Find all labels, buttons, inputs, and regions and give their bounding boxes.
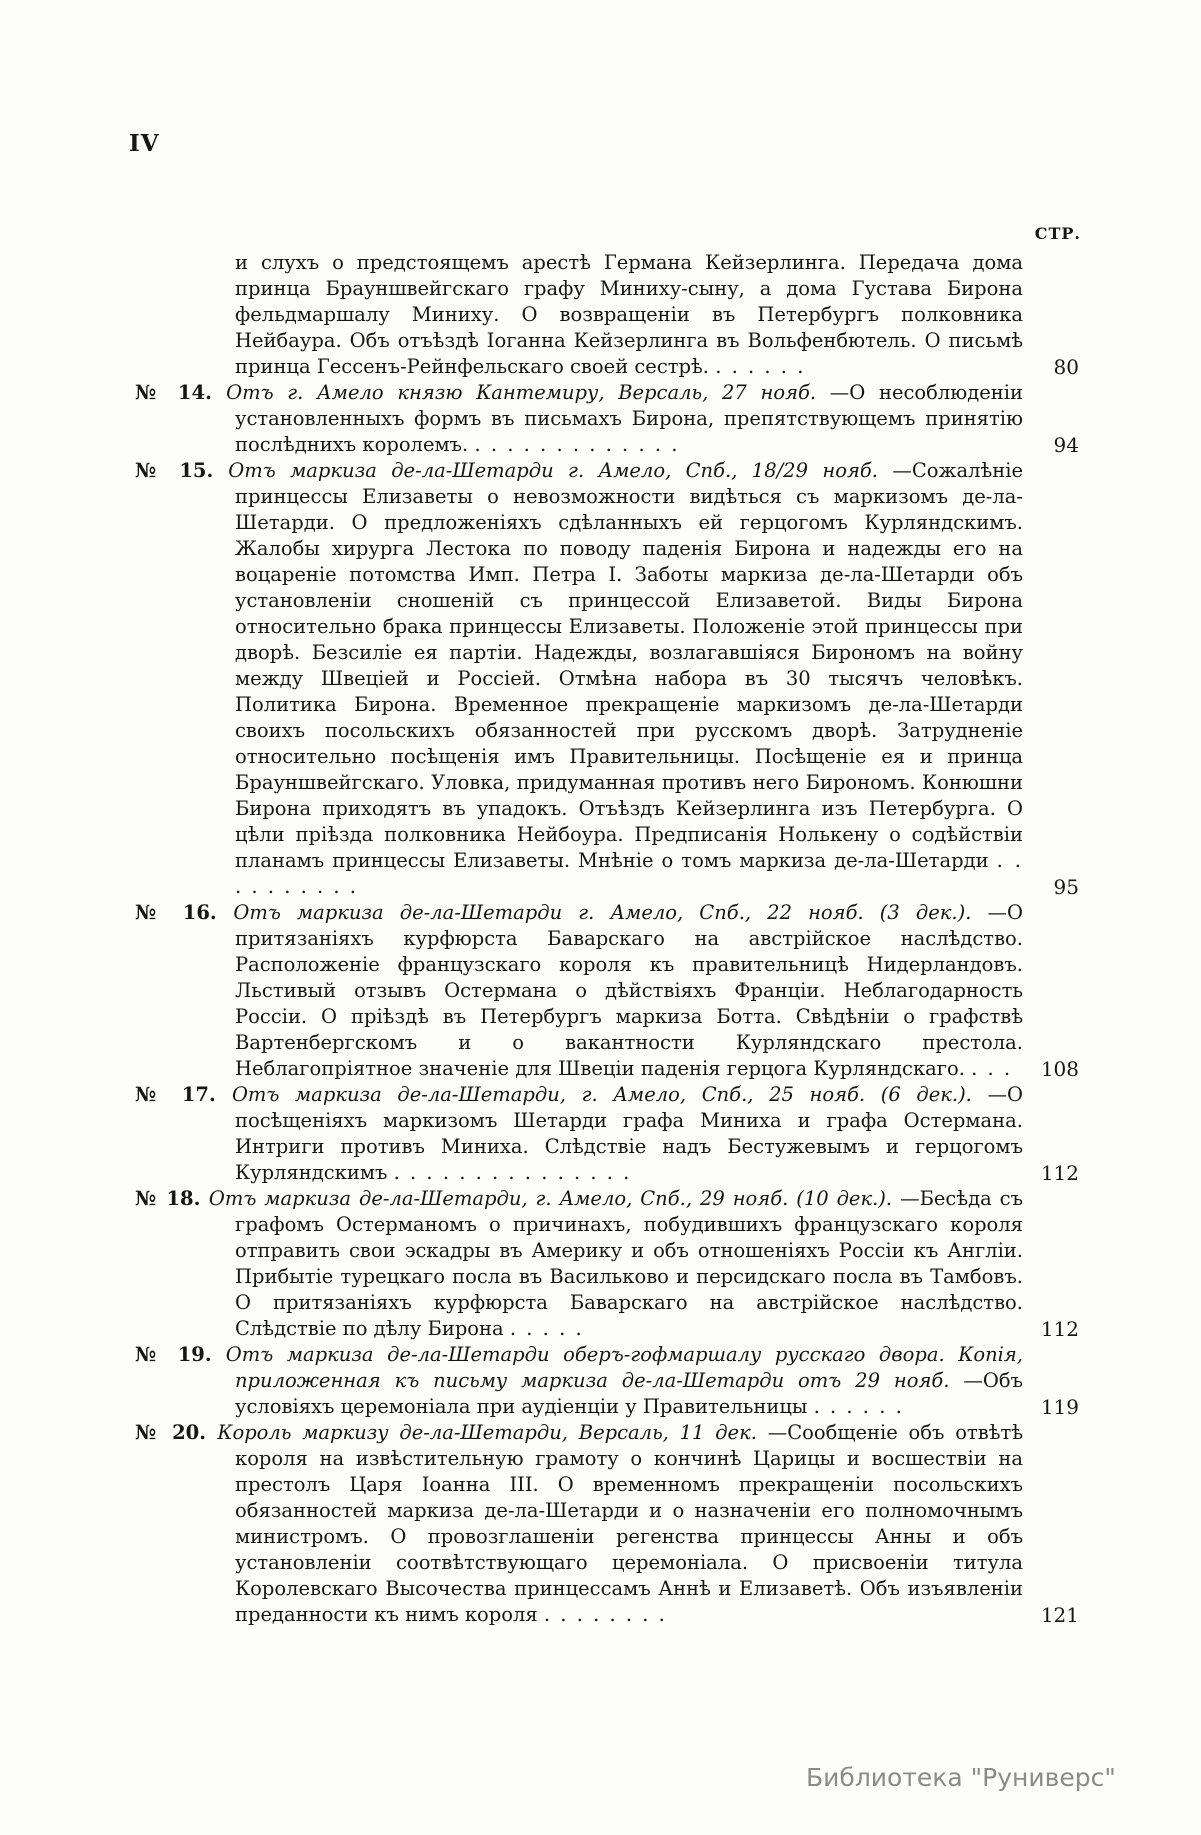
dot-leader: . . . . . . . . . . . . . bbox=[474, 433, 680, 456]
entry-page-number: 112 bbox=[1040, 1317, 1079, 1341]
entry-heading: Отъ маркиза де-ла-Шетарди, г. Амело, Спб., 29 нояб. (10 дек.). bbox=[208, 1187, 893, 1210]
toc-entry bbox=[135, 1082, 1081, 1186]
dot-leader: . . . . . bbox=[509, 1317, 584, 1340]
toc-entry bbox=[135, 458, 1081, 900]
entry-heading: Отъ маркиза де-ла-Шетарди оберъ-гофмаршалу русскаго двора. Копія, приложенная къ письму маркиза де-ла-Шетарди отъ 29 нояб. bbox=[225, 1343, 1023, 1392]
entry-heading: Отъ маркиза де-ла-Шетарди г. Амело, Спб., 18/29 нояб. bbox=[228, 459, 878, 482]
entry-page-number: 119 bbox=[1040, 1395, 1079, 1419]
entry-body: —Сожалѣніе принцессы Елизаветы о невозможности видѣться съ маркизомъ де-ла-Шетарди. О предложеніяхъ сдѣланныхъ ей герцогомъ Курляндскимъ. Жалобы хирурга Лестока по поводу паденія Бирона и надежды его на воцареніе потомства Имп. Петра I. Заботы маркиза де-ла-Шетарди объ установленіи сношеній съ принцессой Елизаветой. Виды Бирона относительно брака принцессы Елизаветы. Положеніе этой принцессы при дворѣ. Безсиліе ея партіи. Надежды, возлагавшіяся Бирономъ на войну между Швеціей и Россіей. Отмѣна набора въ 30 тысячъ человѣкъ. Политика Бирона. Временное прекращеніе маркизомъ де-ла-Шетарди своихъ посольскихъ обязанностей при русскомъ дворѣ. Затрудненіе относительно посѣщенія имъ Правительницы. Посѣщеніе ея и принца Брауншвейгскаго. Уловка, придуманная противъ него Бирономъ. Конюшни Бирона приходятъ въ упадокъ. Отъѣздъ Кейзерлинга изъ Петербурга. О цѣли пріѣзда полковника Нейбоура. Предписанія Нолькену о содѣйствіи планамъ принцессы Елизаветы. Мнѣніе о томъ маркиза де-ла-Шетарди bbox=[235, 459, 1024, 872]
entry-body: —О несоблюденіи установленныхъ формъ въ письмахъ Бирона, препятствующемъ принятію послѣднихъ королемъ. bbox=[235, 381, 1024, 456]
entry-page-number: 108 bbox=[1040, 1057, 1079, 1081]
entry-number: № 20. bbox=[135, 1421, 218, 1444]
entry-page-number: 112 bbox=[1040, 1161, 1079, 1185]
entry-number: № 15. bbox=[135, 459, 229, 482]
entry-heading: Отъ маркиза де-ла-Шетарди г. Амело, Спб., 22 нояб. (3 дек.). bbox=[233, 901, 972, 924]
dot-leader: . . . . . . . . . . . . . . . bbox=[393, 1161, 632, 1184]
entry-heading: Король маркизу де-ла-Шетарди, Версаль, 11 дек. bbox=[217, 1421, 757, 1444]
toc-entry bbox=[135, 900, 1081, 1082]
toc-entry bbox=[135, 1186, 1081, 1342]
entry-text bbox=[135, 380, 1023, 458]
entry-body: —Бесѣда съ графомъ Остерманомъ о причинахъ, побудившихъ французскаго короля отправить свои эскадры въ Америку и объ отношеніяхъ Россіи къ Англіи. Прибытіе турецкаго посла въ Васильково и персидскаго посла въ Тамбовъ. О притязаніяхъ курфюрста Баварскаго на австрійское наслѣдство. Слѣдствіе по дѣлу Бирона bbox=[235, 1187, 1023, 1340]
entry-body: —О посѣщеніяхъ маркизомъ Шетарди графа Миниха и графа Остермана. Интриги противъ Миниха. Слѣдствіе надъ Бестужевымъ и герцогомъ Курляндскимъ bbox=[235, 1083, 1023, 1184]
entry-page-number: 95 bbox=[1053, 875, 1079, 899]
toc-entry bbox=[135, 250, 1081, 380]
toc-entry bbox=[135, 1420, 1081, 1628]
dot-leader: . . . . . . bbox=[813, 1395, 904, 1418]
entry-number: № 14. bbox=[135, 381, 227, 404]
entry-number: № 19. bbox=[135, 1343, 226, 1366]
entry-text bbox=[135, 250, 1023, 380]
table-of-contents bbox=[135, 250, 1081, 1628]
entry-text bbox=[135, 1420, 1023, 1628]
entry-page-number: 121 bbox=[1040, 1603, 1079, 1627]
dot-leader: . . . . . . . . bbox=[543, 1603, 667, 1626]
dot-leader: . . . . . . bbox=[715, 355, 806, 378]
toc-entry bbox=[135, 380, 1081, 458]
page-column-header: СТР. bbox=[1034, 224, 1081, 243]
entry-number: № 16. bbox=[135, 901, 234, 924]
dot-leader: . . . bbox=[971, 1057, 1013, 1080]
entry-heading: Отъ маркиза де-ла-Шетарди, г. Амело, Спб., 25 нояб. (6 дек.). bbox=[231, 1083, 972, 1106]
entry-body: —Сообщеніе объ отвѣтѣ короля на извѣстительную грамоту о кончинѣ Царицы и восшествіи на престолъ Царя Іоанна III. О временномъ прекращеніи посольскихъ обязанностей маркиза де-ла-Шетарди и о назначеніи его полномочнымъ министромъ. О провозглашеніи регенства принцессы Анны и объ установленіи соотвѣтствующаго церемоніала. О присвоеніи титула Королевскаго Высочества принцессамъ Аннѣ и Елизаветѣ. Объ изъявленіи преданности къ нимъ короля bbox=[235, 1421, 1024, 1626]
dot-leader: . . . . . . . . . . bbox=[235, 849, 1023, 898]
entry-text bbox=[135, 1186, 1023, 1342]
entry-number: № 18. bbox=[135, 1187, 209, 1210]
entry-text bbox=[135, 1342, 1023, 1420]
entry-body: —Объ условіяхъ церемоніала при аудіенціи у Правительницы bbox=[235, 1369, 1023, 1418]
entry-body: —О притязаніяхъ курфюрста Баварскаго на австрійское наслѣдство. Расположеніе французскаго короля къ правительницѣ Нидерландовъ. Льстивый отзывъ Остермана о дѣйствіяхъ Франціи. Неблагодарность Россіи. О пріѣздѣ въ Петербургъ маркиза Ботта. Свѣдѣніи о графствѣ Вартенбергскомъ и о вакантности Курляндскаго престола. Неблагопріятное значеніе для Швеціи паденія герцога Курляндскаго. bbox=[235, 901, 1023, 1080]
entry-text bbox=[135, 458, 1023, 900]
entry-text bbox=[135, 1082, 1023, 1186]
library-watermark: Библиотека "Руниверс" bbox=[806, 1763, 1116, 1792]
entry-body: и слухъ о предстоящемъ арестѣ Германа Кейзерлинга. Передача дома принца Брауншвейгскаго графу Миниху-сыну, а дома Густава Бирона фельдмаршалу Миниху. О возвращеніи въ Петербургъ полковника Нейбаура. Объ отъѣздѣ Іоганна Кейзерлинга въ Вольфенбютель. О письмѣ принца Гессенъ-Рейнфельскаго своей сестрѣ. bbox=[235, 251, 1023, 378]
entry-number: № 17. bbox=[135, 1083, 232, 1106]
entry-page-number: 94 bbox=[1053, 433, 1079, 457]
toc-entry bbox=[135, 1342, 1081, 1420]
entry-heading: Отъ г. Амело князю Кантемиру, Версаль, 27 нояб. bbox=[226, 381, 817, 404]
folio-page-number: IV bbox=[129, 130, 160, 157]
entry-text bbox=[135, 900, 1023, 1082]
entry-page-number: 80 bbox=[1053, 355, 1079, 379]
